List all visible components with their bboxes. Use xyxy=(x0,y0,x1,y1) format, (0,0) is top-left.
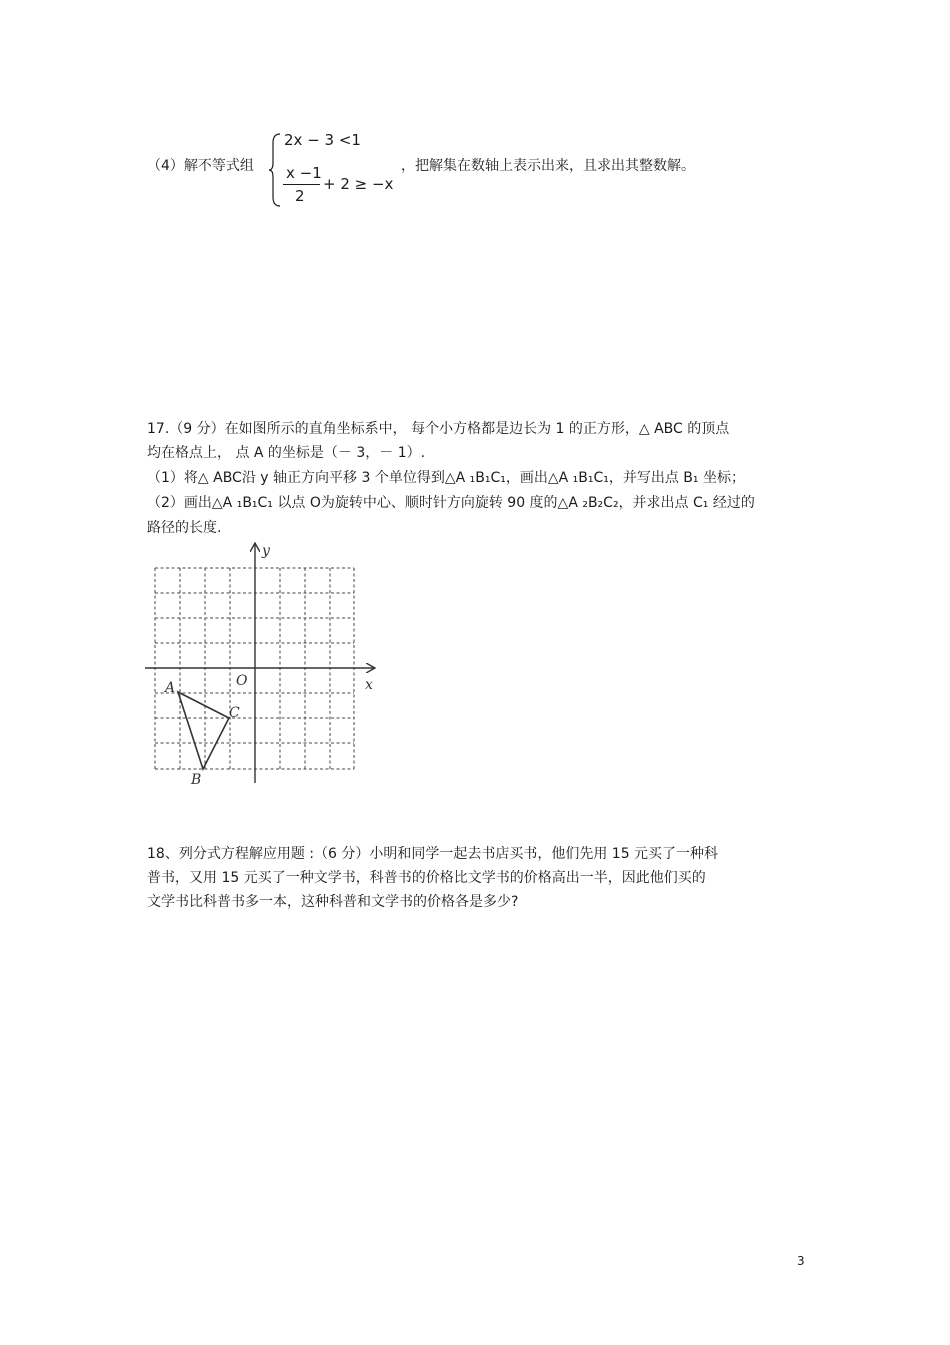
inequality-2-rest: + 2 ≥ −x xyxy=(323,175,394,193)
problem17-line1: 17.（9 分）在如图所示的直角坐标系中， 每个小方格都是边长为 1 的正方形，△ ABC 的顶点 xyxy=(147,421,730,437)
problem18-line1: 18、列分式方程解应用题 :（6 分）小明和同学一起去书店买书，他们先用 15 元买了一种科 xyxy=(147,846,719,862)
inequality-1: 2x − 3 <1 xyxy=(284,131,361,149)
axis-label-y: y xyxy=(262,543,270,559)
problem18-line2: 普书，又用 15 元买了一种文学书，科普书的价格比文学书的价格高出一半，因此他们买的 xyxy=(147,870,706,886)
vertex-label-b: B xyxy=(191,772,202,788)
system-brace-icon xyxy=(268,133,282,207)
problem4-suffix: ，把解集在数轴上表示出来，且求出其整数解。 xyxy=(401,158,695,174)
problem17-line2: 均在格点上， 点 A 的坐标是（－ 3，－ 1）. xyxy=(147,445,426,461)
axis-label-x: x xyxy=(365,677,373,693)
origin-label: O xyxy=(236,673,248,689)
vertex-label-a: A xyxy=(165,680,176,696)
fraction-bar xyxy=(283,184,320,185)
coordinate-grid-figure xyxy=(140,540,380,790)
problem4-prefix: （4）解不等式组 xyxy=(147,158,254,174)
fraction-numerator: x −1 xyxy=(286,164,322,182)
vertex-label-c: C xyxy=(229,705,240,721)
problem17-line3: （1）将△ ABC沿 y 轴正方向平移 3 个单位得到△A ₁B₁C₁，画出△A ₁B₁C₁，并写出点 B₁ 坐标； xyxy=(147,470,745,486)
problem18-line3: 文学书比科普书多一本，这种科普和文学书的价格各是多少? xyxy=(147,894,519,910)
page-number: 3 xyxy=(797,1254,805,1268)
fraction-denominator: 2 xyxy=(295,187,305,205)
problem17-line4: （2）画出△A ₁B₁C₁ 以点 O为旋转中心、顺时针方向旋转 90 度的△A ₂B₂C₂，并求出点 C₁ 经过的 xyxy=(147,495,755,511)
problem17-line5: 路径的长度. xyxy=(147,520,222,536)
triangle-abc xyxy=(178,692,229,769)
